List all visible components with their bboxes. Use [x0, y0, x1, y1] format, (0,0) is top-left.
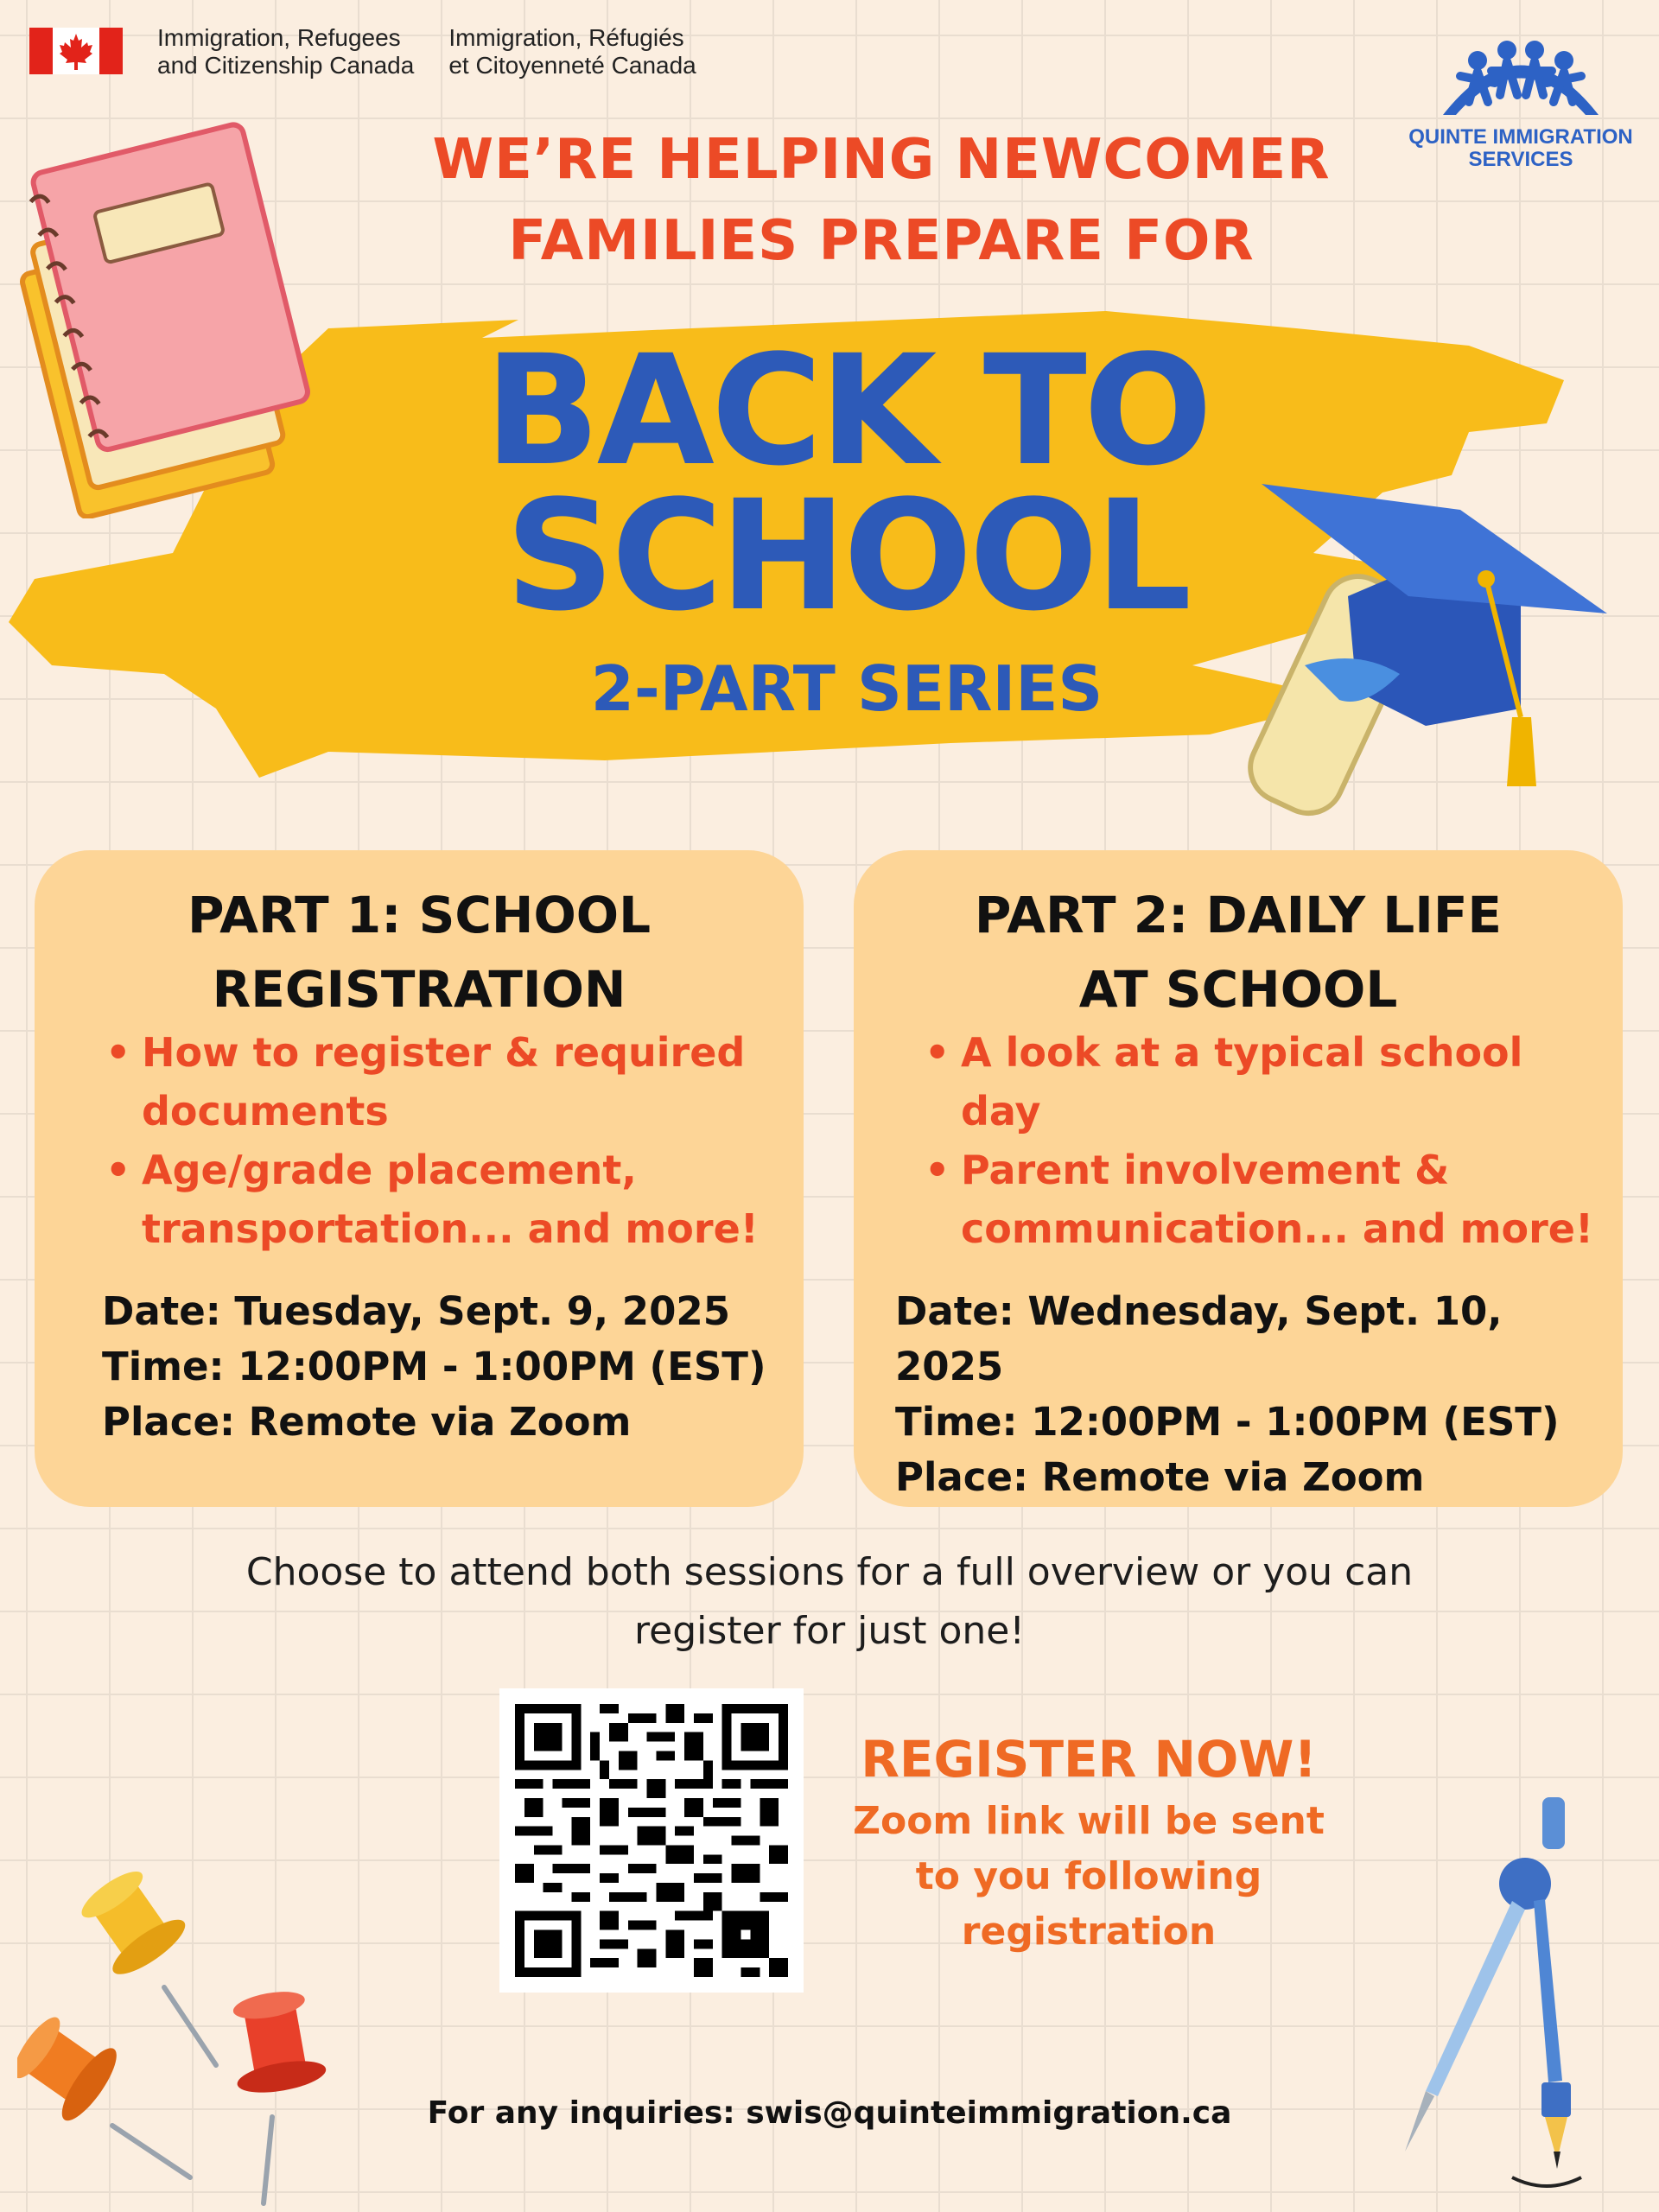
inquiries-contact: For any inquiries: swis@quinteimmigration.ca: [427, 2095, 1232, 2131]
push-pins-icon: [17, 1858, 346, 2212]
part1-time: Time: 12:00PM - 1:00PM (EST): [102, 1344, 766, 1389]
part2-place: Place: Remote via Zoom: [895, 1454, 1425, 1500]
part2-bullets: [923, 1023, 1605, 1258]
list-item: • A look at a typical school day: [961, 1023, 1605, 1141]
part2-time: Time: 12:00PM - 1:00PM (EST): [895, 1399, 1560, 1445]
logo-name: QUINTE IMMIGRATION SERVICES: [1408, 125, 1633, 171]
government-name-fr: Immigration, Réfugiés et Citoyenneté Canada: [448, 24, 696, 79]
registration-qr-code[interactable]: [499, 1688, 804, 1993]
part1-place: Place: Remote via Zoom: [102, 1399, 632, 1445]
drawing-compass-icon: [1348, 1797, 1607, 2203]
attendance-note: Choose to attend both sessions for a full overview or you can register for just one!: [245, 1550, 1414, 1653]
list-item: • How to register & required documents: [142, 1023, 786, 1141]
list-item: • Parent involvement & communication... and more!: [961, 1141, 1605, 1258]
part2-card: [854, 850, 1623, 1507]
government-signature: [29, 24, 696, 79]
part2-details: [895, 1284, 1614, 1505]
government-name-en: Immigration, Refugees and Citizenship Canada: [157, 24, 415, 79]
register-heading: REGISTER NOW!: [861, 1730, 1317, 1789]
part2-date: Date: Wednesday, Sept. 10, 2025: [895, 1288, 1503, 1389]
subtitle: 2-PART SERIES: [590, 652, 1103, 725]
part2-title: PART 2: DAILY LIFE AT SCHOOL: [974, 886, 1503, 1019]
part1-title: PART 1: SCHOOL REGISTRATION: [187, 886, 652, 1019]
qr-code-icon: [515, 1704, 788, 1977]
register-text: Zoom link will be sent to you following registration: [853, 1799, 1325, 1954]
main-title: BACK TO SCHOOL: [484, 322, 1210, 645]
part1-bullets: [104, 1023, 786, 1258]
headline: WE’RE HELPING NEWCOMER FAMILIES PREPARE FOR: [432, 128, 1331, 273]
people-arch-icon: [1434, 33, 1607, 119]
part1-details: [102, 1284, 795, 1450]
register-section: [804, 1725, 1374, 1960]
list-item: • Age/grade placement, transportation... and more!: [142, 1141, 786, 1258]
part1-date: Date: Tuesday, Sept. 9, 2025: [102, 1288, 731, 1334]
part1-card: [35, 850, 804, 1507]
canada-flag-icon: [29, 28, 123, 74]
notebook-icon: [0, 112, 328, 518]
